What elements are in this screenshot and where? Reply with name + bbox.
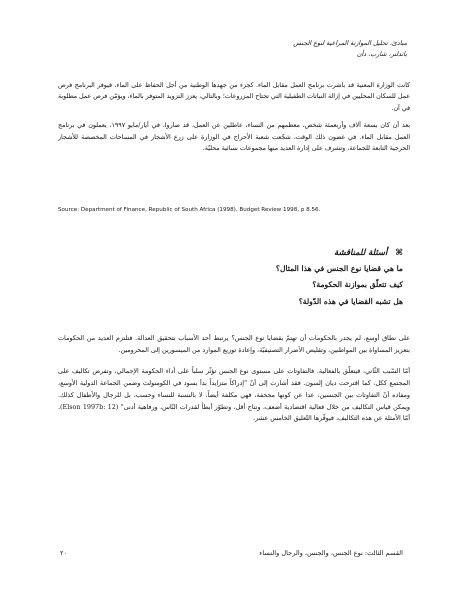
source-citation: Source: Department of Finance, Republic of South Africa (1998), Budget Review 1998, p 8.56. — [58, 207, 321, 213]
discussion-title: أسئلة للمناقشة — [334, 247, 388, 257]
footer-section-title: القسم الثالث: نوع الجنس، والجنس، والرجال والنساء — [259, 549, 403, 557]
box-paragraph-1: كانت الوزارة المعنية قد باشرت برنامج العمل مقابل الماء. كجزء من جهدها الوطنية من أجل الحفاظ على الماء، فيوفر البرنامج فرص عمل للسكان المحليين في إزالة النباتات الطفيلية التي تجتاح المزروعات؛ وبالتالي، يعزز التزويد المتوفر بالماء، ويؤمّن فرص عمل مطلوبة في آن. — [58, 82, 410, 112]
case-study-box — [58, 80, 410, 160]
body-text — [58, 333, 410, 434]
header-authors: باندلنر، شارب، دأن — [356, 50, 407, 58]
clover-icon: ⌘ — [395, 247, 403, 257]
question-2: كيف تتعلّق بموازنة الحكومة؟ — [312, 280, 403, 289]
discussion-questions — [153, 244, 403, 310]
page-number: ٢٠ — [60, 549, 68, 557]
box-paragraph-2: بعد أن كان بسعة آلاف وأربعمئة شخص، معظمهم من النساء، عاطلين عن العمل، قد صاروا، في أيار/مايو ١٩٩٧، يعملون في برنامج العمل مقابل الماء. في غضون ذلك الوقت، شجّعت شعبة الأحراج في الوزارة على زرع الأشجار في المساحات المخصصة للأشجار الحرجية التابعة للجماعة، وتشرف على إدارة العديد منها مجموعات نسائية محليّة. — [58, 122, 410, 153]
question-1: ما هي قضايا نوع الجنس في هذا المثال؟ — [275, 263, 403, 273]
question-3: هل تشبه القضايا في هذه الدّولة؟ — [298, 296, 403, 306]
body-paragraph-2: أمّا السّبب الثّاني، فيتعلّق بالفعالية. فالتفاوتات على مستوى نوع الجنس تؤثّر سلباً على أداء الحكومة الإجمالي، وتفرض تكاليف على المجتمع ككل، كما اقترحت ديان إلسون. فقد أشارت إلى أنّ "إدراكاً متزايداً بدأ يسود في الكومنولث وضمن الجماعة الدولية الأوسع، ومفاده أنّ التفاوتات بين الجنسين، عدا عن كونها مجحفة، فهي مكلفة أيضاً، لا بالنسبة للنساء وحسب، بل للرجال والأطفال كذلك. ويمكن قياس التكاليف من خلال فعالية اقتصادية أضعف، ونتاج أقل، وتطوّر أبطأ لقدرات النّاس، ورفاهية أدنى" (Elson 1997b: 12). أمّا الأمثلة عن هذه التكاليف، فيوفّرها التّعليق الخامس عشر. — [58, 366, 410, 423]
body-paragraph-1: على نطاق أوسع، لم يجدر بالحكومات أن تهتمّ بقضايا نوع الجنس؟ يرتبط أحد الأسباب بتحقيق العدالة. فتلتزم العديد من الحكومات بتعزيز المساواة بين المواطنين، وتقليص الأضرار التصنيفيّة، وإعادة توزيع الموارد من الميسورين إلى المحرومين. — [58, 334, 410, 354]
header-title: مبادئ، تحليل الموازنة المراعية لنوع الجنس — [293, 39, 407, 47]
running-header — [107, 38, 407, 60]
